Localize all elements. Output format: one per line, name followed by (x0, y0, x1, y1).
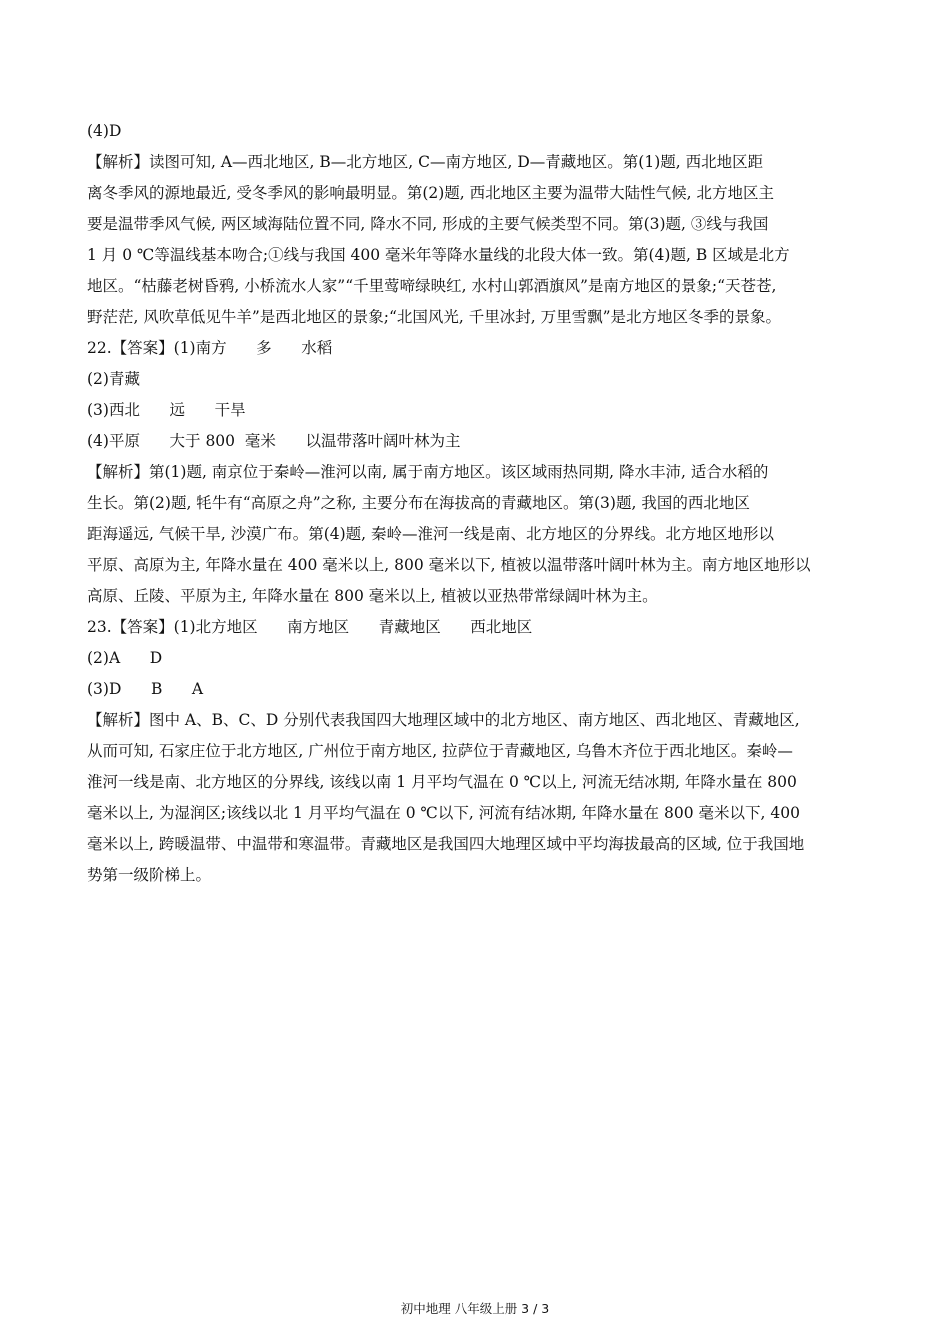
answer-line: 23.【答案】(1)北方地区 南方地区 青藏地区 西北地区 (87, 618, 533, 636)
answer-line: 22.【答案】(1)南方 多 水稻 (87, 339, 333, 357)
text-line: 从而可知, 石家庄位于北方地区, 广州位于南方地区, 拉萨位于青藏地区, 乌鲁木齐位于西北地区。秦岭— (87, 742, 793, 760)
text-line: 毫米以上, 跨暖温带、中温带和寒温带。青藏地区是我国四大地理区域中平均海拔最高的区域, 位于我国地 (87, 835, 805, 853)
answer-line: (4)平原 大于 800 毫米 以温带落叶阔叶林为主 (87, 432, 461, 450)
text-line: 毫米以上, 为湿润区;该线以北 1 月平均气温在 0 ℃以下, 河流有结冰期, 年降水量在 800 毫米以下, 400 (87, 804, 800, 822)
text-line: 1 月 0 ℃等温线基本吻合;①线与我国 400 毫米年等降水量线的北段大体一致。第(4)题, B 区域是北方 (87, 246, 790, 264)
text-line: 距海遥远, 气候干旱, 沙漠广布。第(4)题, 秦岭—淮河一线是南、北方地区的分界线。北方地区地形以 (87, 525, 775, 543)
text-line: 生长。第(2)题, 牦牛有“高原之舟”之称, 主要分布在海拔高的青藏地区。第(3)题, 我国的西北地区 (87, 494, 750, 512)
text-line: (4)D (87, 122, 122, 140)
answer-line: (3)D B A (87, 680, 204, 698)
text-line: 要是温带季风气候, 两区域海陆位置不同, 降水不同, 形成的主要气候类型不同。第(3)题, ③线与我国 (87, 215, 769, 233)
text-line: 高原、丘陵、平原为主, 年降水量在 800 毫米以上, 植被以亚热带常绿阔叶林为主。 (87, 587, 658, 605)
answer-line: (2)A D (87, 649, 163, 667)
text-line: 势第一级阶梯上。 (87, 866, 212, 884)
text-line: 淮河一线是南、北方地区的分界线, 该线以南 1 月平均气温在 0 ℃以上, 河流无结冰期, 年降水量在 800 (87, 773, 797, 791)
answer-line: (3)西北 远 干旱 (87, 401, 246, 419)
text-line: 【解析】第(1)题, 南京位于秦岭—淮河以南, 属于南方地区。该区域雨热同期, 降水丰沛, 适合水稻的 (87, 463, 769, 481)
answer-line: (2)青藏 (87, 370, 140, 388)
text-line: 【解析】图中 A、B、C、D 分别代表我国四大地理区域中的北方地区、南方地区、西北地区、青藏地区, (87, 711, 800, 729)
text-line: 平原、高原为主, 年降水量在 400 毫米以上, 800 毫米以下, 植被以温带落叶阔叶林为主。南方地区地形以 (87, 556, 811, 574)
text-line: 野茫茫, 风吹草低见牛羊”是西北地区的景象;“北国风光, 千里冰封, 万里雪飘”是北方地区冬季的景象。 (87, 308, 782, 326)
text-line: 【解析】读图可知, A—西北地区, B—北方地区, C—南方地区, D—青藏地区。第(1)题, 西北地区距 (87, 153, 764, 171)
text-line: 地区。“枯藤老树昏鸦, 小桥流水人家”“千里莺啼绿映红, 水村山郭酒旗风”是南方地区的景象;“天苍苍, (87, 277, 777, 295)
text-line: 离冬季风的源地最近, 受冬季风的影响最明显。第(2)题, 西北地区主要为温带大陆性气候, 北方地区主 (87, 184, 775, 202)
document-body (87, 116, 847, 891)
page-footer: 初中地理 八年级上册 3 / 3 (400, 1301, 550, 1316)
